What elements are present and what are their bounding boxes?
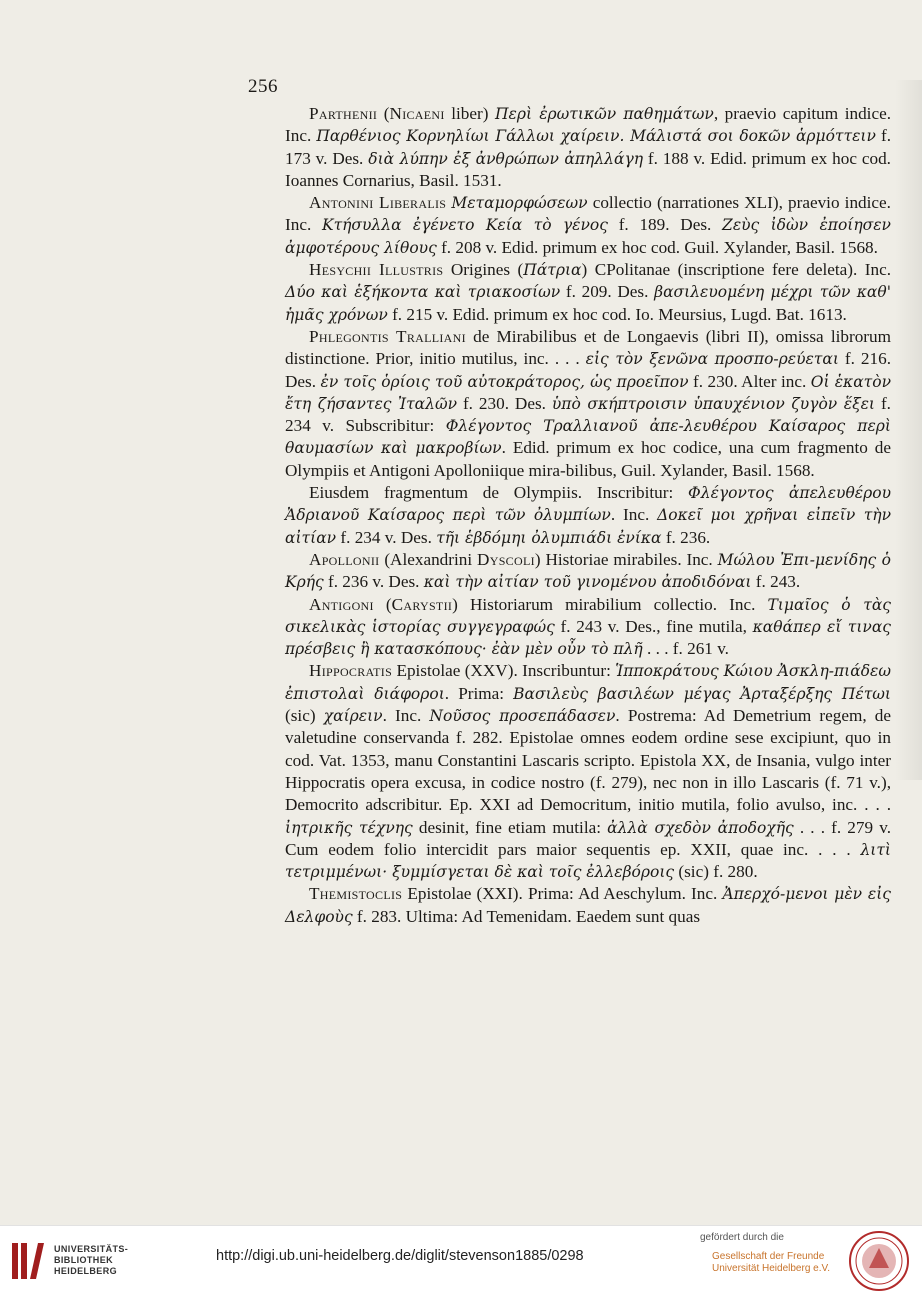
entry-text: f. 188 v. Edid. primum ex hoc cod. Ioannes Cornarius, Basil. 1531.: [285, 148, 891, 190]
author-name: Antigoni: [309, 594, 374, 614]
entry-text: . Prima:: [444, 683, 514, 703]
entry-text: f. 283. Ultima: Ad Temenidam. Eaedem sunt quas: [352, 906, 701, 926]
greek-text: ἰητρικῆς τέχνης: [285, 818, 413, 837]
entry-text: f. 236 v. Des.: [323, 572, 424, 592]
entry-text: . Edid. primum ex hoc codice, una cum fragmento de Olympiis et Antigoni Apolloniique mira-bilibus, Guil. Xylander, Basil. 1568.: [285, 438, 891, 480]
viewer-footer: [0, 1225, 922, 1295]
entry-text: ) Historiae mirabiles. Inc.: [534, 549, 718, 569]
entry-text: f. 173 v. Des.: [285, 126, 891, 168]
catalogue-entry: [285, 259, 891, 326]
catalogue-entry: [285, 482, 891, 549]
entry-text: f. 234 v. Subscribitur:: [285, 393, 891, 436]
greek-text: Φλέγοντος ἀπελευθέρου Ἀδριανοῦ Καίσαρος περὶ τῶν ὀλυμπίων: [285, 484, 891, 525]
greek-text: καὶ τὴν αἰτίαν τοῦ γινομένου ἀποδιδόναι: [423, 573, 752, 592]
author-name: Parthenii: [309, 104, 378, 123]
greek-text: Ἱπποκράτους Κώιου Ἀσκλη-πιάδεω ἐπιστολαὶ διάφοροι: [285, 662, 891, 703]
page-number: 256: [248, 76, 278, 97]
greek-text: χαίρειν: [323, 707, 383, 726]
greek-text: ἀλλὰ σχεδὸν ἀποδοχῆς: [607, 818, 794, 837]
greek-text: ὑπὸ σκήπτροισιν ὑπαυχένιον ζυγὸν ἕξει: [551, 394, 876, 413]
author-name: Hesychii Illustris: [309, 260, 444, 280]
entry-text: f. 189. Des.: [607, 215, 723, 235]
catalogue-entry: [285, 549, 891, 594]
greek-text: Ζεὺς ἰδὼν ἐποίησεν ἀμφοτέρους λίθους: [285, 216, 891, 257]
author-name: Antonini Liberalis: [309, 193, 447, 213]
catalogue-entry: [285, 326, 891, 482]
entry-text: . . . f. 279 v. Cum eodem folio intercidit pars maior sequentis ep. XXII, quae inc. . . .: [285, 817, 891, 859]
entry-text: , praevio capitum indice. Inc.: [285, 104, 891, 146]
greek-text: εἰς τὸν ξενῶνα προσπο-ρεύεται: [585, 350, 839, 369]
entry-text: liber): [444, 104, 496, 123]
greek-text: Βασιλεὺς βασιλέων μέγας Ἀρταξέρξης Πέτωι: [513, 684, 891, 703]
author-name: Nicaeni: [389, 104, 445, 123]
greek-text: Μώλου Ἐπι-μενίδης ὁ Κρής: [285, 550, 891, 592]
greek-text: Νοῦσος προσεπάδασεν: [429, 707, 616, 726]
greek-text: Δοκεῖ μοι χρῆναι εἰπεῖν τὴν αἰτίαν: [285, 506, 891, 547]
entry-text: . Inc.: [382, 706, 430, 726]
entry-text: f. 236.: [661, 527, 711, 547]
entry-text: Origines (: [443, 260, 524, 280]
entry-text: Eiusdem fragmentum de Olympiis. Inscribitur:: [309, 483, 689, 503]
entry-text: Epistolae (XXI). Prima: Ad Aeschylum. Inc.: [402, 884, 723, 904]
greek-text: λιτὶ τετριμμένωι· ξυμμίσγεται δὲ καὶ τοῖς ἐλλεβόροις: [285, 840, 891, 882]
entry-text: ) CPolitanae (inscriptione fere deleta). Inc.: [581, 260, 892, 280]
greek-text: διὰ λύπην ἐξ ἀνθρώπων ἀπηλλάγη: [368, 149, 643, 168]
catalogue-entry: [285, 883, 891, 928]
entry-text: f. 209. Des.: [560, 282, 655, 302]
author-name: Hippocratis: [309, 661, 393, 681]
entry-text: f. 230. Alter inc.: [688, 371, 811, 391]
entry-text: . Postrema: Ad Demetrium regem, de valetudine conservanda f. 282. Epistolae omnes eodem ordine sese excipiunt, quo in cod. Vat. 1353, manu Constantini Lascaris scripto. Epistola XX, de Insania, vulgo inter Hippocratis opera excusa, in codice nostro (f. 279), nec non in illo Lascaris (f. 71 v.), Democrito adscribitur. Ep. XXI ad Democritum, initio mutila, folio avulso, inc. . . .: [285, 706, 892, 815]
entry-text: f. 243 v. Des., fine mutila,: [554, 616, 753, 636]
author-name: Themistoclis: [309, 884, 403, 904]
entry-text: f. 216. Des.: [285, 349, 891, 391]
greek-text: Παρθένιος Κορνηλίωι Γάλλωι χαίρειν. Μάλιστά σοι δοκῶν ἁρμόττειν: [316, 127, 876, 146]
entry-text: (: [377, 104, 390, 123]
catalogue-text: [285, 103, 891, 928]
greek-text: Ἀπερχό-μενοι μὲν εἰς Δελφοὺς: [285, 885, 891, 926]
entry-text: (sic): [285, 706, 324, 726]
entry-text: . . . f. 261 v.: [642, 639, 729, 659]
author-name: Phlegontis Tralliani: [309, 326, 466, 346]
entry-text: f. 243.: [751, 572, 801, 592]
catalogue-entry: [285, 594, 891, 661]
catalogue-entry: [285, 192, 891, 259]
entry-text: de Mirabilibus et de Longaevis (libri II), omissa librorum distinctione. Prior, initio mutilus, inc. . . .: [285, 326, 891, 369]
greek-text: Οἱ ἑκατὸν ἔτη ζήσαντες Ἰταλῶν: [285, 372, 891, 413]
entry-text: f. 230. Des.: [457, 393, 552, 413]
greek-text: Περὶ ἐρωτικῶν παθημάτων: [495, 105, 714, 123]
ub-logo-icon: [10, 1239, 48, 1283]
entry-text: (Alexandrini: [379, 549, 478, 569]
greek-text: Μεταμορφώσεων: [451, 194, 588, 213]
entry-text: Epistolae (XXV). Inscribuntur:: [392, 661, 616, 681]
library-name: UNIVERSITÄTS- BIBLIOTHEK HEIDELBERG: [54, 1244, 129, 1276]
entry-text: (sic) f. 280.: [674, 862, 758, 882]
greek-text: Τιμαῖος ὁ τὰς σικελικὰς ἱστορίας συγγεγραφώς: [285, 595, 891, 636]
entry-text: (: [373, 594, 392, 614]
greek-text: καθάπερ εἴ τινας πρέσβεις ἢ κατασκόπους· ἐὰν μὲν οὖν τὸ πλῆ: [285, 617, 891, 659]
university-seal-icon: [848, 1230, 910, 1292]
author-name: Dyscoli: [477, 549, 535, 569]
entry-text: collectio (narrationes XLI), praevio indice. Inc.: [285, 193, 891, 235]
entry-text: f. 215 v. Edid. primum ex hoc cod. Io. Meursius, Lugd. Bat. 1613.: [387, 304, 847, 324]
author-name: Carystii: [391, 594, 453, 614]
page-edge-shadow: [895, 80, 922, 780]
greek-text: Φλέγοντος Τραλλιανοῦ ἀπε-λευθέρου Καίσαρος περὶ θαυμασίων καὶ μακροβίων: [285, 417, 891, 458]
greek-text: ἐν τοῖς ὁρίοις τοῦ αὐτοκράτορος, ὡς προεῖπον: [320, 372, 689, 391]
society-name[interactable]: Gesellschaft der Freunde Universität Heidelberg e.V.: [712, 1251, 831, 1274]
entry-text: . Inc.: [610, 505, 658, 525]
greek-text: Κτήσυλλα ἐγένετο Κεία τὸ γένος: [321, 216, 608, 235]
greek-text: βασιλευομένη μέχρι τῶν καθ' ἡμᾶς χρόνων: [285, 283, 891, 324]
catalogue-entry: [285, 103, 891, 192]
permalink-url[interactable]: http://digi.ub.uni-heidelberg.de/diglit/stevenson1885/0298: [216, 1248, 584, 1264]
entry-text: f. 234 v. Des.: [336, 527, 437, 547]
author-name: Apollonii: [309, 549, 380, 569]
catalogue-entry: [285, 660, 891, 883]
entry-text: f. 208 v. Edid. primum ex hoc cod. Guil. Xylander, Basil. 1568.: [436, 237, 878, 257]
greek-text: Δύο καὶ ἑξήκοντα καὶ τριακοσίων: [285, 283, 561, 302]
funded-by-label: gefördert durch die: [700, 1232, 784, 1243]
entry-text: desinit, fine etiam mutila:: [412, 817, 608, 837]
entry-text: ) Historiarum mirabilium collectio. Inc.: [452, 594, 768, 614]
university-library-logo[interactable]: [10, 1237, 170, 1285]
greek-text: Πάτρια: [523, 261, 582, 280]
greek-text: τῆι ἑβδόμηι ὀλυμπιάδι ἐνίκα: [436, 528, 662, 547]
